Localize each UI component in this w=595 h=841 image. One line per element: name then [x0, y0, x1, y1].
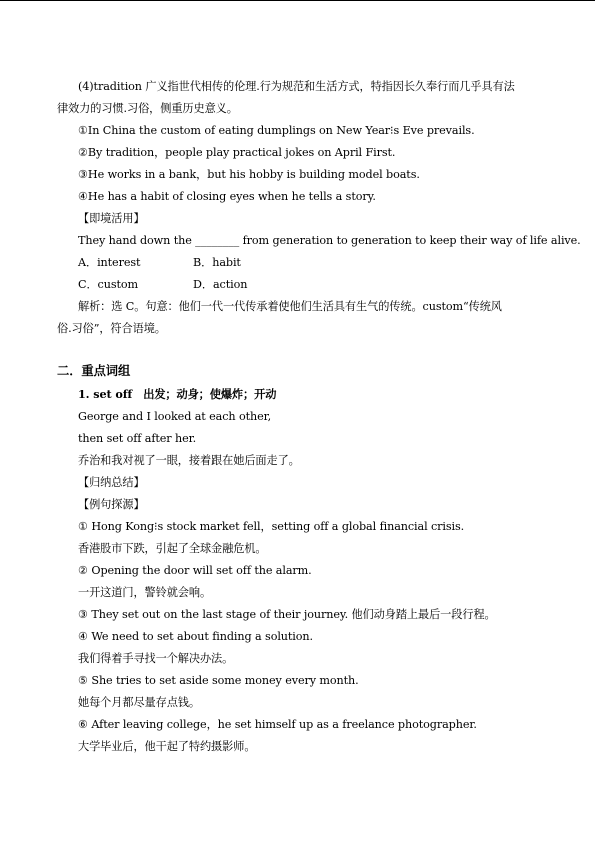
option-d: D．action [193, 278, 248, 291]
example-2-chinese: 一开这道门，警铃就会响。 [78, 586, 212, 599]
answer-explanation-line-2: 俗.习俗”，符合语境。 [57, 322, 166, 335]
example-4-chinese: 我们得着手寻找一个解决办法。 [78, 652, 234, 665]
tradition-example-1: ①In China the custom of eating dumplings on New Year⁝s Eve prevails. [78, 124, 475, 137]
example-6-chinese: 大学毕业后，他干起了特约摄影师。 [78, 740, 256, 753]
examples-title: 【例句探源】 [78, 498, 145, 511]
option-b: B．habit [193, 256, 241, 269]
intro-english-1: George and I looked at each other, [78, 410, 272, 423]
phrase-title: 1. set off 出发；动身；使爆炸；开动 [78, 387, 277, 401]
practice-title: 【即境活用】 [78, 212, 145, 225]
tradition-example-3: ③He works in a bank，but his hobby is building model boats. [78, 168, 420, 181]
tradition-example-2: ②By tradition，people play practical jokes on April First. [78, 146, 396, 159]
tradition-definition-line-2: 律效力的习惯.习俗，侧重历史意义。 [57, 102, 238, 115]
tradition-definition-line-1: (4)tradition 广义指世代相传的伦理.行为规范和生活方式，特指因长久奉行而几乎具有法 [78, 80, 515, 93]
section-title: 二．重点词组 [57, 363, 131, 378]
example-1-english: ① Hong Kong⁝s stock market fell，setting off a global financial crisis. [78, 520, 465, 533]
tradition-example-4: ④He has a habit of closing eyes when he tells a story. [78, 190, 376, 203]
summary-title: 【归纳总结】 [78, 476, 145, 489]
example-4-english: ④ We need to set about finding a solution. [78, 630, 313, 643]
option-a: A．interest [78, 256, 141, 269]
intro-chinese: 乔治和我对视了一眼，接着跟在她后面走了。 [78, 454, 300, 467]
example-3: ③ They set out on the last stage of their journey. 他们动身踏上最后一段行程。 [78, 608, 496, 621]
example-5-english: ⑤ She tries to set aside some money every month. [78, 674, 359, 687]
intro-english-2: then set off after her. [78, 432, 197, 445]
example-5-chinese: 她每个月都尽量存点钱。 [78, 696, 200, 709]
option-c: C．custom [78, 278, 138, 291]
example-2-english: ② Opening the door will set off the alarm. [78, 564, 312, 577]
example-6-english: ⑥ After leaving college，he set himself up as a freelance photographer. [78, 718, 477, 731]
practice-question: They hand down the ________ from generation to generation to keep their way of life alive. [78, 234, 581, 247]
answer-explanation-line-1: 解析：选 C。句意：他们一代一代传承着使他们生活具有生气的传统。custom“传统风 [78, 300, 502, 313]
example-1-chinese: 香港股市下跌，引起了全球金融危机。 [78, 542, 267, 555]
